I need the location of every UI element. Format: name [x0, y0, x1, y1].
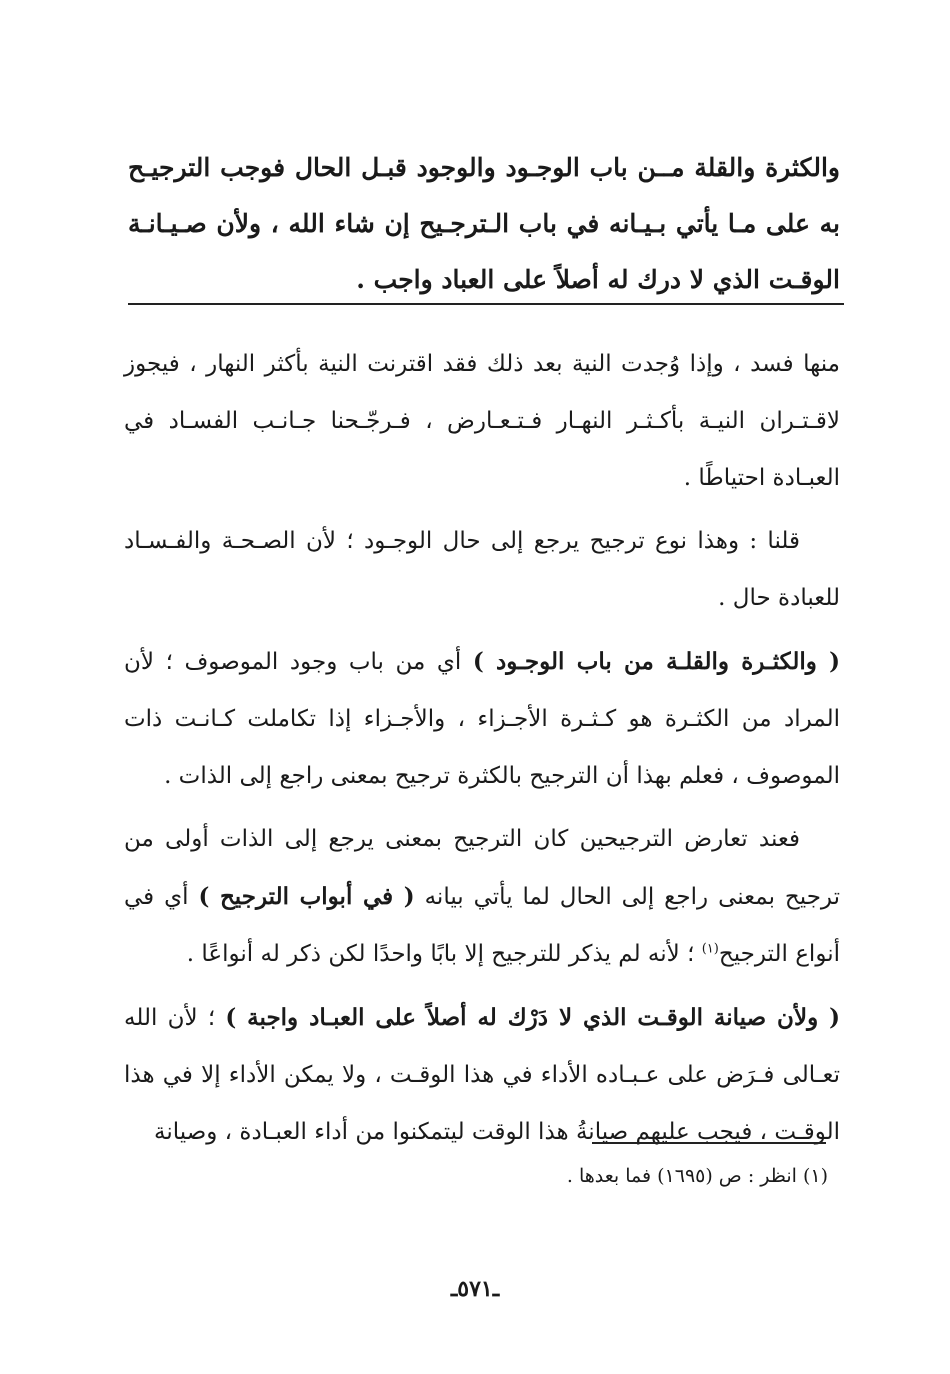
commentary-paragraph-2: قلنا : وهذا نوع ترجيح يرجع إلى حال الوجـود ؛ لأن الصـحـة والفـسـاد للعبادة حال .	[124, 528, 840, 611]
quoted-matn-phrase: ( والكثـرة والقلـة من باب الوجـود )	[472, 648, 840, 675]
footnote: (١) انظر : ص (١٦٩٥) فما بعدها .	[566, 1165, 828, 1187]
footnote-separator-rule	[592, 1142, 826, 1144]
commentary-paragraph-4	[124, 811, 840, 983]
commentary-paragraph-1: منها فسد ، وإذا وُجدت النية بعد ذلك فقد اقترنت النية بأكثر النهار ، فيجوز لاقـتـران النيـة بأكـثـر النهـار فـتـعـارض ، فـرجّـحنا جـانـب الفسـاد في العبـادة احتياطًا .	[124, 351, 840, 491]
quoted-matn-phrase: ( ولأن صيانة الوقـت الذي لا دَرْك له أصلاً على العبـاد واجبة )	[225, 1004, 840, 1031]
commentary-text: ؛ لأنه لم يذكر للترجيح إلا بابًا واحدًا لكن ذكر له أنواعًا .	[186, 941, 702, 967]
commentary-paragraph-3	[124, 633, 840, 805]
matn-text: والكثرة والقلة مــن باب الوجـود والوجود قبـل الحال فوجب الترجيـح به على مـا يأتي بـيـانه في باب الـترجـيح إن شاء الله ، ولأن صـيـانـة الوقـت الذي لا درك له أصلاً على العباد واجب .	[128, 153, 840, 294]
quoted-matn-phrase: ( في أبواب الترجيح )	[198, 883, 415, 910]
page-number: ـ٥٧١ـ	[450, 1276, 500, 1302]
commentary-body	[124, 336, 840, 1167]
matn-separator-rule	[128, 303, 844, 305]
footnote-reference[interactable]: (١)	[701, 941, 719, 957]
commentary-text: أي من باب وجود الموصوف ؛ لأن المراد من الكثـرة هو كـثـرة الأجـزاء ، والأجـزاء إذا تكاملت كـانـت ذات الموصوف ، فعلم بهذا أن الترجيح بالكثرة ترجيح بمعنى راجع إلى الذات .	[124, 649, 840, 789]
commentary-text: ؛ لأن الله تعـالى فـرَض على عـبـاده الأداء في هذا الوقـت ، ولا يمكن الأداء إلا في هذا الوقـت ، فيجب عليهم صيانةُ هذا الوقت ليتمكنوا من أداء العبـادة ، وصيانة	[124, 1005, 840, 1145]
commentary-text: فعند تعارض الترجيحين كان الترجيح بمعنى يرجع إلى الذات أولى من ترجيح بمعنى راجع إلى الحال لما يأتي بيانه	[124, 826, 841, 910]
commentary-paragraph-5	[124, 989, 840, 1161]
commentary-text: أي في أنواع الترجيح	[124, 884, 840, 967]
